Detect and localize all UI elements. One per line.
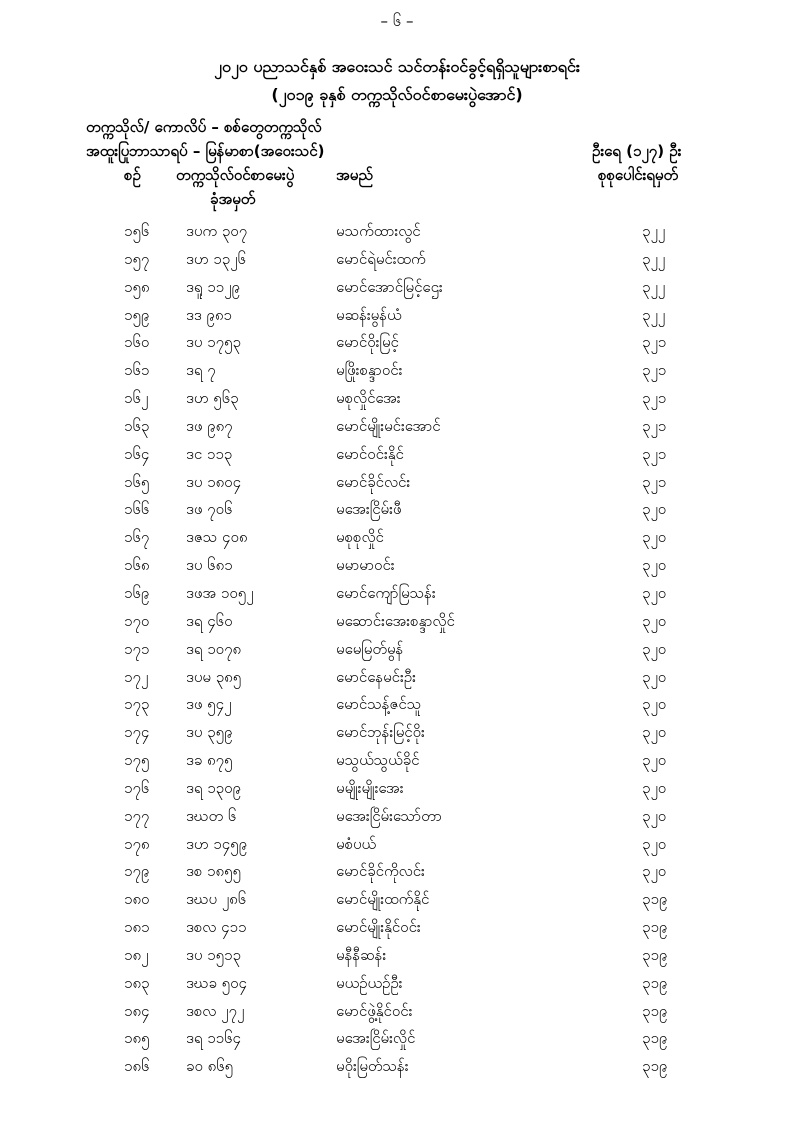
row-number: ၁၆၈ — [124, 556, 150, 575]
table-row — [0, 946, 794, 974]
roll-number: ဒပမ ၃၈၅ — [186, 667, 242, 686]
student-name: မသက်ထားလွင် — [336, 222, 421, 240]
student-name: မောင်ဖွဲ့နိုင်ဝင်း — [336, 1001, 413, 1020]
total-marks: ၃၂၀ — [642, 751, 667, 770]
total-marks: ၃၂၁ — [642, 472, 667, 491]
total-marks: ၃၂၂ — [642, 249, 666, 268]
student-name: မောင်ဘုန်းမြင့်ဝိုး — [336, 723, 425, 742]
roll-number: ဒစ ၁၈၅၅ — [186, 862, 241, 881]
student-name: မယဉ်ယဉ်ဦး — [336, 973, 403, 992]
student-name: မောင်ဝိုးမြင့် — [336, 333, 399, 352]
roll-number: ဒရ ၁၁၆၄ — [186, 1029, 241, 1048]
roll-number: ဒဒ ၉၈၁ — [186, 305, 232, 324]
student-name: မအေးငြိမ်းဖီ — [336, 500, 402, 519]
row-number: ၁၆၆ — [124, 500, 150, 519]
row-number: ၁၆၂ — [124, 389, 149, 408]
table-row — [0, 417, 794, 445]
total-marks: ၃၂၀ — [642, 862, 667, 881]
table-row — [0, 1057, 794, 1085]
roll-number: ဒပ ၆၈၁ — [186, 556, 233, 575]
roll-number: ဒဃခ ၅၀၄ — [186, 973, 247, 992]
row-number: ၁၈၀ — [124, 890, 150, 909]
total-marks: ၃၂၀ — [642, 695, 667, 714]
student-name: မောင်ကျော်မြသန်း — [336, 583, 436, 602]
total-marks: ၃၂၁ — [642, 333, 667, 352]
table-row — [0, 584, 794, 612]
roll-number: ဒဇသ ၄၀၈ — [186, 528, 248, 547]
column-header-roll-line2: ခုံအမှတ် — [210, 190, 256, 208]
table-row — [0, 723, 794, 751]
student-name: မောင်ခိုင်ကိုလင်း — [336, 862, 425, 881]
total-marks: ၃၂၁ — [642, 416, 667, 435]
total-marks: ၃၂၀ — [642, 583, 667, 602]
total-marks: ၃၂၀ — [642, 500, 667, 519]
student-name: မမျိုးမျိုးအေး — [336, 778, 404, 797]
total-marks: ၃၁၉ — [642, 973, 668, 992]
roll-number: ဒရ ၄၆၀ — [186, 611, 233, 630]
row-number: ၁၇၁ — [124, 639, 150, 658]
row-number: ၁၇၇ — [124, 806, 150, 825]
roll-number: ဒဟ ၁၃၂၆ — [186, 249, 246, 268]
student-name: မောင်ခိုင်လင်း — [336, 472, 411, 491]
total-marks: ၃၂၀ — [642, 723, 667, 742]
column-header-marks: စုစုပေါင်းရမှတ် — [598, 166, 679, 184]
total-marks: ၃၁၉ — [642, 945, 668, 964]
table-row — [0, 668, 794, 696]
total-marks: ၃၂၂ — [642, 305, 666, 324]
total-marks: ၃၂၂ — [642, 277, 666, 296]
student-name: မစုစုလှိုင် — [336, 528, 384, 547]
student-name: မဆောင်းအေးစန္ဒာလှိုင် — [336, 611, 455, 630]
row-number: ၁၆၉ — [124, 583, 150, 602]
table-row — [0, 890, 794, 918]
roll-number: ဒပ ၁၇၅၃ — [186, 333, 241, 352]
document-title: ၂၀၂၀ ပညာသင်နှစ် အဝေးသင် သင်တန်းဝင်ခွင့်ရရှိသူများစာရင်း — [214, 57, 580, 76]
roll-number: ဒပ ၁၈၀၄ — [186, 472, 242, 491]
row-number: ၁၇၉ — [124, 862, 150, 881]
student-name: မဖြိုးစန္ဒာဝင်း — [336, 361, 403, 380]
row-number: ၁၈၂ — [124, 945, 149, 964]
university-label: တက္ကသိုလ်/ ကောလိပ် – စစ်တွေတက္ကသိုလ် — [86, 118, 322, 136]
table-row — [0, 751, 794, 779]
student-name: မစံပယ် — [336, 834, 377, 853]
row-number: ၁၆၁ — [124, 361, 150, 380]
total-marks: ၃၁၉ — [642, 1001, 668, 1020]
row-number: ၁၇၈ — [124, 834, 150, 853]
student-name: မောင်သန့်ဇင်သူ — [336, 695, 422, 714]
total-marks: ၃၂၀ — [642, 556, 667, 575]
total-marks: ၃၂၂ — [642, 222, 666, 240]
table-row — [0, 473, 794, 501]
total-marks: ၃၂၀ — [642, 778, 667, 797]
row-number: ၁၅၆ — [124, 222, 150, 240]
table-row — [0, 918, 794, 946]
total-marks: ၃၂၀ — [642, 806, 667, 825]
row-number: ၁၇၃ — [124, 695, 150, 714]
row-number: ၁၇၀ — [124, 611, 150, 630]
row-number: ၁၇၅ — [124, 751, 150, 770]
roll-number: ဒဟ ၅၆၃ — [186, 389, 239, 408]
table-row — [0, 500, 794, 528]
table-row — [0, 807, 794, 835]
table-row — [0, 333, 794, 361]
roll-number: ဒဖ ၉၈၇ — [186, 416, 233, 435]
total-marks: ၃၁၉ — [642, 1057, 668, 1076]
table-row — [0, 779, 794, 807]
total-marks: ၃၂၀ — [642, 667, 667, 686]
table-row — [0, 1029, 794, 1057]
table-row — [0, 862, 794, 890]
roll-number: ဒပက ၃၀၇ — [186, 222, 248, 240]
table-row — [0, 250, 794, 278]
row-number: ၁၈၃ — [124, 973, 150, 992]
table-row — [0, 361, 794, 389]
student-name: မမေမြတ်မွန် — [336, 639, 404, 658]
total-marks: ၃၂၀ — [642, 834, 667, 853]
roll-number: ဒဃတ ၆ — [186, 806, 237, 825]
roll-number: ဒဟ ၁၄၅၉ — [186, 834, 248, 853]
row-number: ၁၈၄ — [124, 1001, 150, 1020]
row-number: ၁၇၆ — [124, 778, 150, 797]
student-name: မောင်မျိုးနိုင်ဝင်း — [336, 918, 421, 937]
table-row — [0, 389, 794, 417]
column-header-no: စဉ် — [124, 166, 141, 184]
table-row — [0, 695, 794, 723]
table-row — [0, 306, 794, 334]
table-row — [0, 222, 794, 250]
row-number: ၁၅၇ — [124, 249, 150, 268]
student-name: မဝိုးမြတ်သန်း — [336, 1057, 409, 1076]
table-row — [0, 556, 794, 584]
row-number: ၁၈၅ — [124, 1029, 150, 1048]
student-name: မောင်မျိုးမင်းအောင် — [336, 416, 441, 435]
total-marks: ၃၂၀ — [642, 639, 667, 658]
roll-number: ဒင ၁၁၃ — [186, 444, 233, 463]
row-number: ၁၇၂ — [124, 667, 149, 686]
roll-number: ဒစလ ၄၁၁ — [186, 918, 247, 937]
table-row — [0, 445, 794, 473]
roll-number: ဒဖ ၇၀၆ — [186, 500, 233, 519]
roll-number: ဒစလ ၂၇၂ — [186, 1001, 245, 1020]
total-marks: ၃၁၉ — [642, 1029, 668, 1048]
roll-number: ဒရ ၁၀၇၈ — [186, 639, 242, 658]
column-header-name: အမည် — [336, 166, 373, 184]
student-name: မောင်ရဲမင်းထက် — [336, 249, 426, 268]
row-number: ၁၆၃ — [124, 416, 150, 435]
table-row — [0, 278, 794, 306]
total-marks: ၃၂၀ — [642, 611, 667, 630]
table-row — [0, 612, 794, 640]
roll-number: ဒဖအ ၁၀၅၂ — [186, 583, 254, 602]
roll-number: ဒရ ၇ — [186, 361, 216, 380]
student-name: မအေးငြိမ်းလှိုင် — [336, 1029, 416, 1048]
row-number: ၁၅၈ — [124, 277, 150, 296]
row-number: ၁၅၉ — [124, 305, 150, 324]
roll-number: ခဝ ၈၆၅ — [186, 1057, 234, 1076]
table-row — [0, 1002, 794, 1030]
total-marks: ၃၂၁ — [642, 389, 667, 408]
roll-number: ဒခ ၈၇၅ — [186, 751, 233, 770]
total-marks: ၃၂၁ — [642, 444, 667, 463]
student-name: မောင်နေမင်းဦး — [336, 667, 416, 686]
table-row — [0, 528, 794, 556]
student-name: မောင်ဝင်းနိုင် — [336, 444, 404, 463]
results-table — [0, 222, 794, 1085]
total-marks: ၃၁၉ — [642, 918, 668, 937]
row-number: ၁၆၅ — [124, 472, 150, 491]
row-number: ၁၆၄ — [124, 444, 150, 463]
student-name: မသွယ်သွယ်ခိုင် — [336, 751, 420, 770]
row-number: ၁၆၇ — [124, 528, 150, 547]
row-number: ၁၈၁ — [124, 918, 150, 937]
roll-number: ဒရူ ၁၁၂၉ — [186, 277, 240, 296]
row-number: ၁၆၀ — [124, 333, 150, 352]
table-row — [0, 835, 794, 863]
total-marks: ၃၂၁ — [642, 361, 667, 380]
page-number: – ၆ – — [380, 12, 414, 30]
roll-number: ဒဖ ၅၄၂ — [186, 695, 232, 714]
roll-number: ဒပ ၁၅၁၃ — [186, 945, 241, 964]
quota-label: ဦးရေ (၁၂၇) ဦး — [592, 142, 682, 160]
row-number: ၁၇၄ — [124, 723, 150, 742]
student-name: မစုလှိုင်အေး — [336, 389, 401, 408]
column-header-roll: တက္ကသိုလ်ဝင်စာမေးပွဲ — [176, 166, 295, 184]
table-row — [0, 640, 794, 668]
roll-number: ဒပ ၃၅၉ — [186, 723, 233, 742]
table-row — [0, 974, 794, 1002]
total-marks: ၃၂၀ — [642, 528, 667, 547]
student-name: မောင်အောင်မြင့်ဌေး — [336, 277, 443, 296]
subject-label: အထူးပြုဘာသာရပ် – မြန်မာစာ(အဝေးသင်) — [86, 142, 325, 160]
student-name: မောင်မျိုးထက်နိုင် — [336, 890, 430, 909]
document-subtitle: (၂၀၁၉ ခုနှစ် တက္ကသိုလ်ဝင်စာမေးပွဲအောင်) — [271, 85, 523, 104]
row-number: ၁၈၆ — [124, 1057, 150, 1076]
student-name: မမာမာဝင်း — [336, 556, 395, 575]
student-name: မအေးငြိမ်းသော်တာ — [336, 806, 442, 825]
roll-number: ဒရ ၁၃၀၉ — [186, 778, 241, 797]
roll-number: ဒဃပ ၂၈၆ — [186, 890, 247, 909]
student-name: မဆန်းမွန်ယံ — [336, 305, 402, 324]
student-name: မနီနီဆန်း — [336, 945, 387, 964]
total-marks: ၃၁၉ — [642, 890, 668, 909]
